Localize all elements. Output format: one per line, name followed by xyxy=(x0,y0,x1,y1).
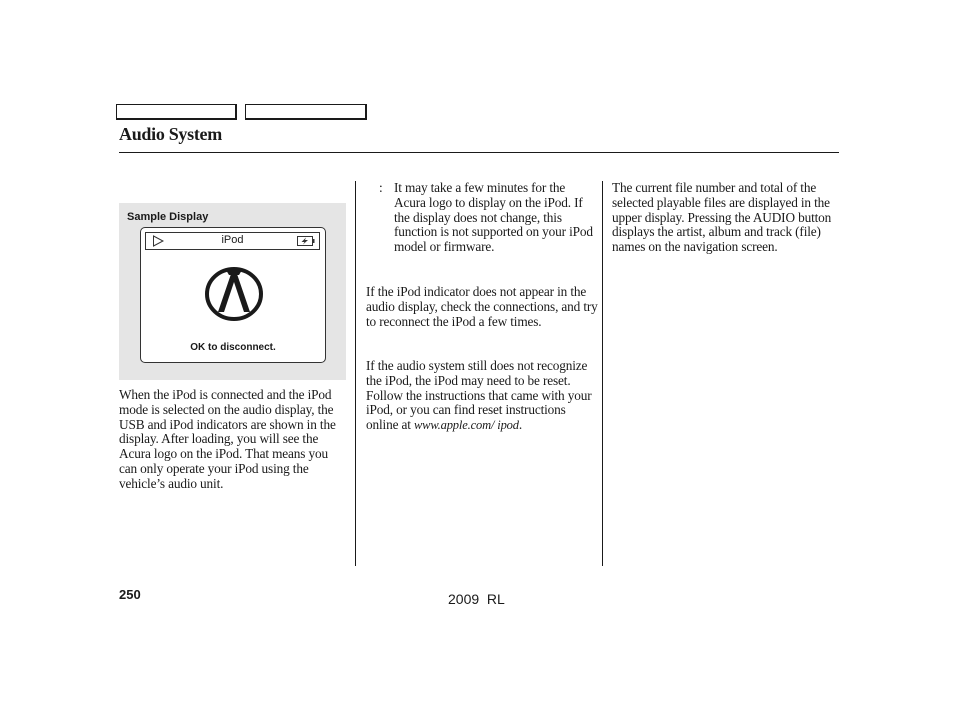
column-divider-2 xyxy=(602,181,603,566)
logo-delay-note: It may take a few minutes for the Acura logo to display on the iPod. If the display does not change, this function is not supported on your iPod model or firmware. xyxy=(394,180,593,255)
apple-url-link[interactable]: www.apple.com/ ipod xyxy=(413,418,519,433)
column-divider-1 xyxy=(355,181,356,566)
footer-model: 2009 RL xyxy=(448,591,505,607)
title-rule xyxy=(119,152,839,153)
acura-logo xyxy=(204,266,264,322)
ipod-connected-paragraph: When the iPod is connected and the iPod mode is selected on the audio display, the USB and iPod indicators are shown in the display. After loading, you will see the Acura logo on the iPod. That means you can only operate your iPod using the vehicle’s audio unit. xyxy=(119,387,336,491)
nav-tab-blank-1[interactable] xyxy=(116,104,237,120)
reset-ipod-paragraph xyxy=(366,359,598,433)
screen-mode-label: iPod xyxy=(221,234,244,246)
indicator-missing-paragraph: If the iPod indicator does not appear in the audio display, check the connections, and try to reconnect the iPod a few times. xyxy=(366,284,598,329)
sample-display-panel xyxy=(119,203,346,380)
page-title: Audio System xyxy=(119,124,222,144)
nav-tab-blank-2[interactable] xyxy=(245,104,367,120)
screen-status-bar xyxy=(145,232,320,250)
reset-ipod-end: . xyxy=(518,417,523,433)
usb-icon xyxy=(297,236,315,246)
reset-ipod-text: If the audio system still does not recognize the iPod, the iPod may need to be reset. Follow the instructions that came with your iPod, or you can find reset instructions online at xyxy=(366,358,592,433)
file-number-paragraph: The current file number and total of the selected playable files are displayed in the upper display. Pressing the AUDIO button displays the artist, album and track (file) names on the navigation screen. xyxy=(612,180,832,255)
sample-caption: Sample Display xyxy=(127,211,209,223)
audio-screen xyxy=(140,227,326,363)
disconnect-message: OK to disconnect. xyxy=(190,342,276,353)
page-number: 250 xyxy=(119,587,141,602)
note-marker: : xyxy=(379,180,383,195)
